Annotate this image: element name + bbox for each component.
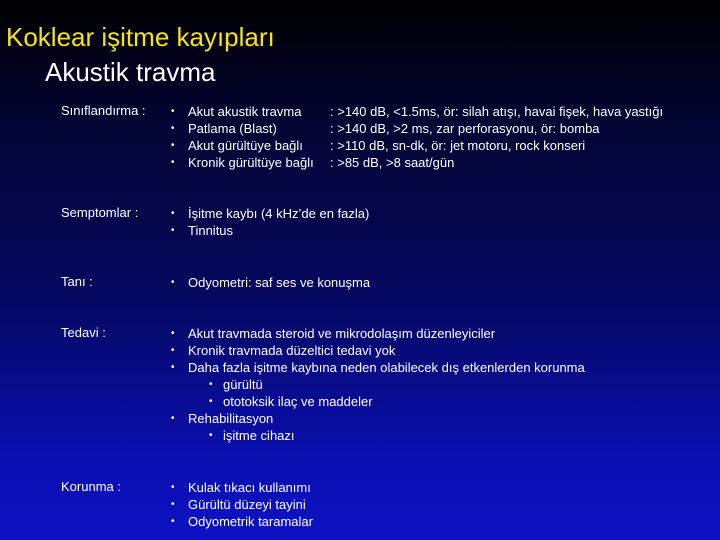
tedavi-label: Tedavi : bbox=[61, 325, 106, 340]
bullet-icon: • bbox=[171, 482, 175, 493]
siniflandirma-details bbox=[330, 103, 663, 171]
bullet-icon: • bbox=[209, 430, 213, 441]
bullet-icon: • bbox=[171, 208, 175, 219]
list-item: • Odyometri: saf ses ve konuşma bbox=[171, 275, 371, 290]
list-item: • Akut gürültüye bağlı bbox=[171, 138, 303, 153]
semptomlar-label: Semptomlar : bbox=[61, 205, 139, 220]
list-item: • Patlama (Blast) bbox=[171, 121, 277, 136]
bullet-icon: • bbox=[171, 499, 175, 510]
bullet-icon: • bbox=[171, 413, 175, 424]
sub-list-item: • ototoksik ilaç ve maddeler bbox=[209, 394, 373, 409]
slide-title: Koklear işitme kayıpları bbox=[6, 22, 275, 52]
bullet-icon: • bbox=[209, 396, 213, 407]
sub-list-item: • gürültü bbox=[209, 377, 263, 392]
bullet-icon: • bbox=[171, 362, 175, 373]
list-item: • Gürültü düzeyi tayini bbox=[171, 497, 306, 512]
tani-label: Tanı : bbox=[61, 274, 93, 289]
list-item: • Akut travmada steroid ve mikrodolaşım düzenleyiciler bbox=[171, 326, 496, 341]
tani-list bbox=[171, 274, 370, 291]
slide-subtitle: Akustik travma bbox=[45, 57, 216, 87]
siniflandirma-list bbox=[171, 103, 314, 171]
korunma-list bbox=[171, 479, 313, 530]
bullet-icon: • bbox=[171, 328, 175, 339]
list-item: • Rehabilitasyon bbox=[171, 411, 274, 426]
bullet-icon: • bbox=[209, 379, 213, 390]
list-item: • Kronik gürültüye bağlı bbox=[171, 155, 314, 170]
list-item: • Akut akustik travma bbox=[171, 104, 302, 119]
list-item: • Odyometrik taramalar bbox=[171, 514, 313, 529]
bullet-icon: • bbox=[171, 106, 175, 117]
list-item: • Kulak tıkacı kullanımı bbox=[171, 480, 311, 495]
bullet-icon: • bbox=[171, 277, 175, 288]
detail-row: : >140 dB, <1.5ms, ör: silah atışı, havai fişek, hava yastığı bbox=[330, 104, 664, 119]
list-item: • İşitme kaybı (4 kHz’de en fazla) bbox=[171, 206, 370, 221]
list-item: • Daha fazla işitme kaybına neden olabilecek dış etkenlerden korunma bbox=[171, 360, 585, 375]
korunma-label: Korunma : bbox=[61, 479, 121, 494]
semptomlar-list bbox=[171, 205, 369, 239]
detail-row: : >110 dB, sn-dk, ör: jet motoru, rock konseri bbox=[330, 138, 586, 153]
list-item: • Tinnitus bbox=[171, 223, 234, 238]
bullet-icon: • bbox=[171, 345, 175, 356]
bullet-icon: • bbox=[171, 123, 175, 134]
detail-row: : >140 dB, >2 ms, zar perforasyonu, ör: bomba bbox=[330, 121, 600, 136]
siniflandirma-label: Sınıflandırma : bbox=[61, 103, 146, 118]
bullet-icon: • bbox=[171, 157, 175, 168]
list-item: • Kronik travmada düzeltici tedavi yok bbox=[171, 343, 396, 358]
bullet-icon: • bbox=[171, 225, 175, 236]
bullet-icon: • bbox=[171, 140, 175, 151]
sub-list-item: • işitme cihazı bbox=[209, 428, 295, 443]
detail-row: : >85 dB, >8 saat/gün bbox=[330, 155, 455, 170]
tedavi-list bbox=[171, 325, 585, 444]
bullet-icon: • bbox=[171, 516, 175, 527]
